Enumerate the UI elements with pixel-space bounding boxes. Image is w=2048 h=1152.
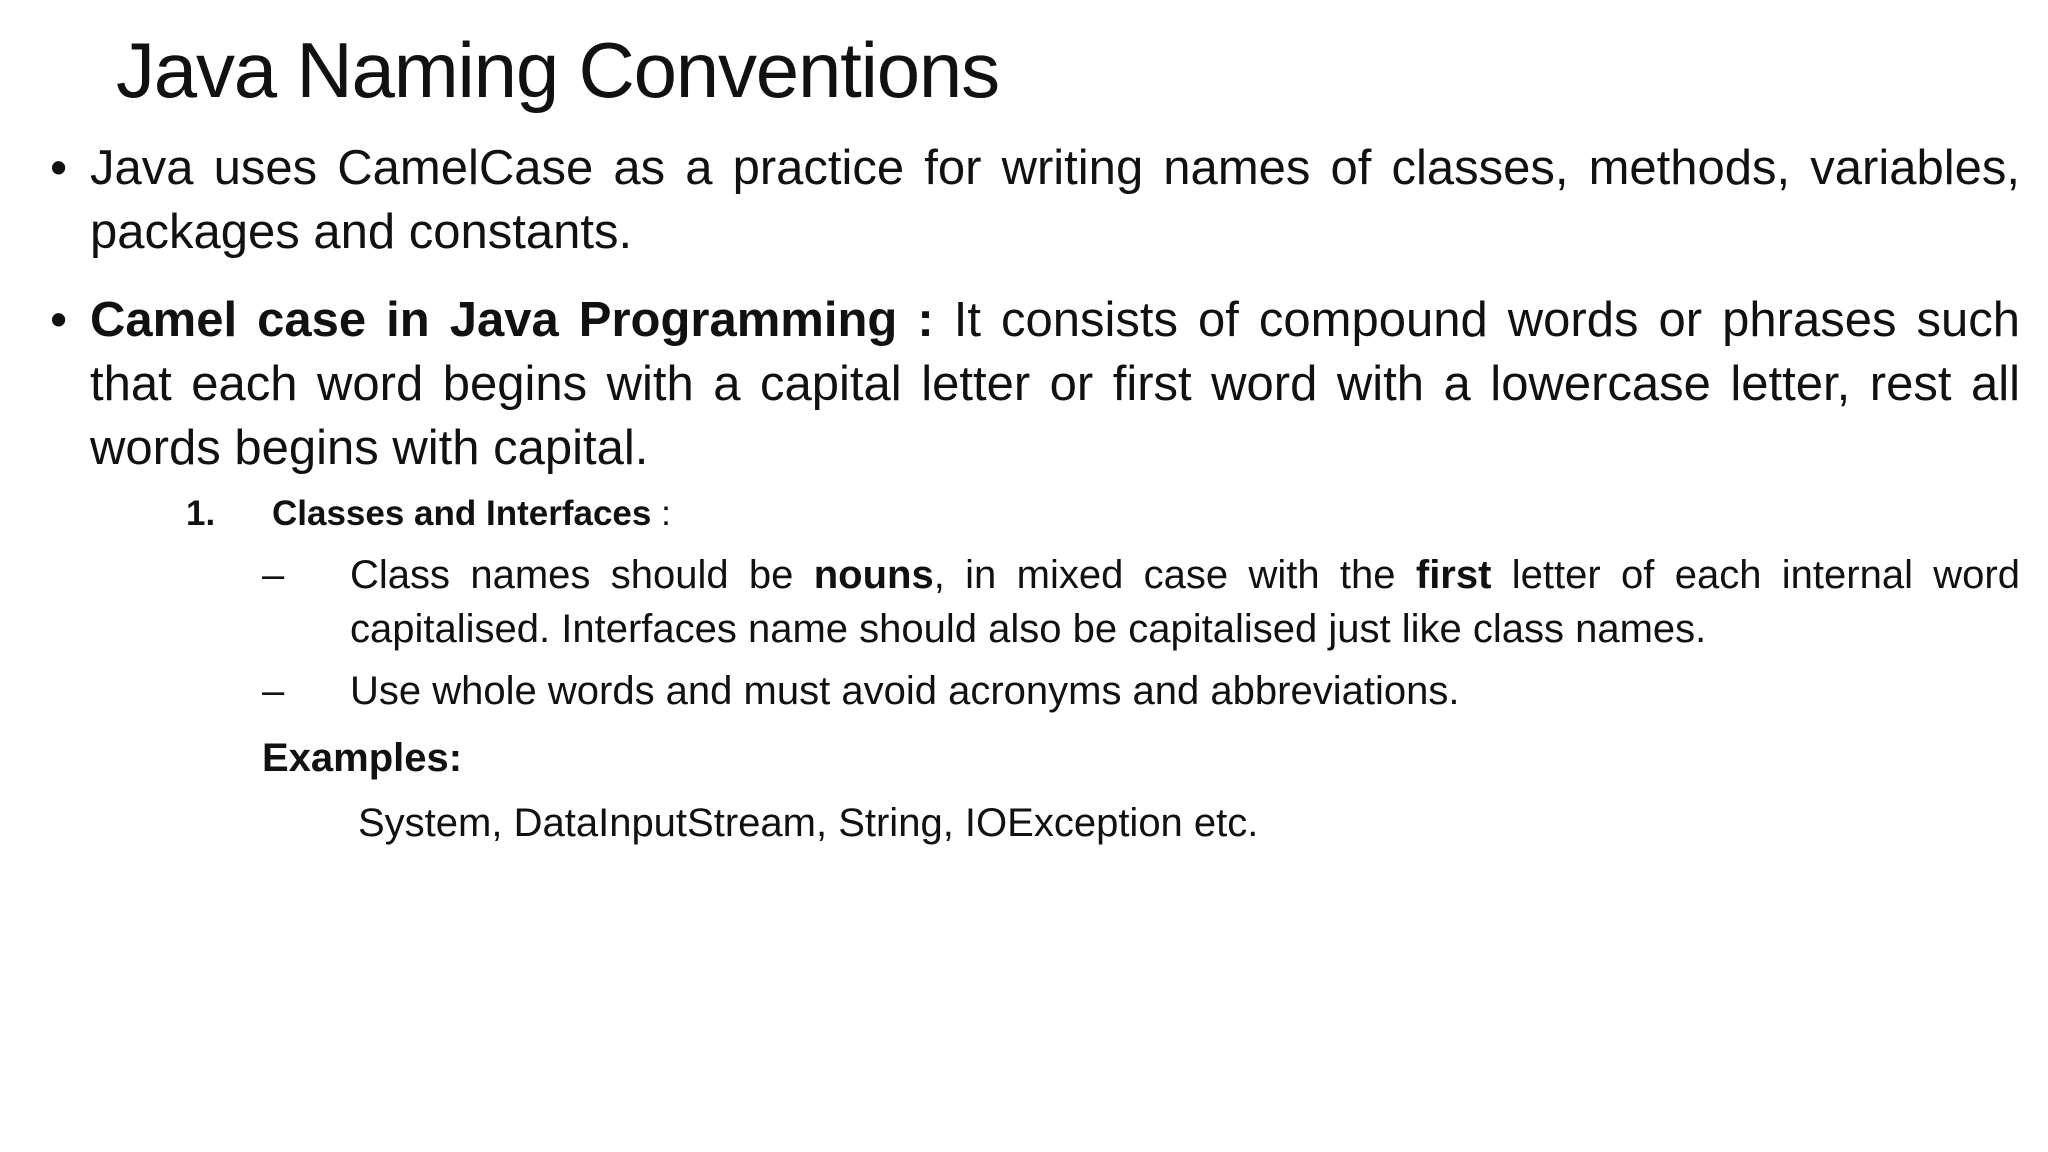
subsection-heading-label: Classes and Interfaces: [272, 494, 652, 533]
dash-text-part: letter of each internal word capitalised. Interfaces name should also be capitalised just like class names.: [350, 553, 2020, 651]
examples-text: System, DataInputStream, String, IOException etc.: [358, 801, 1259, 845]
bullet-text: [90, 288, 2020, 480]
subsection-heading-text: [272, 490, 671, 538]
dash-list-item: [262, 548, 2020, 656]
dash-marker: –: [262, 553, 285, 597]
subsection-number: 1.: [186, 494, 216, 533]
bullet-item: [50, 136, 2020, 264]
dash-text-part: , in mixed case with the: [933, 553, 1416, 597]
bullet-marker: •: [50, 293, 68, 347]
dash-bold-word: nouns: [813, 553, 934, 597]
dash-bold-word: first: [1415, 553, 1492, 597]
subsection-heading-suffix: :: [651, 494, 671, 533]
bullet-body: It consists of compound words or phrases such that each word begins with a capital letter or first word with a lowercase letter, rest all words begins with capital.: [90, 293, 2021, 475]
bullet-marker: •: [50, 141, 68, 195]
bullet-text: Java uses CamelCase as a practice for writing names of classes, methods, variables, packages and constants.: [90, 141, 2020, 259]
dash-marker: –: [262, 669, 285, 713]
examples-label: Examples:: [262, 736, 463, 780]
dash-text: [350, 548, 2020, 656]
bullet-item: [50, 288, 2020, 480]
slide-title: Java Naming Conventions: [116, 26, 999, 114]
bullet-bold-prefix: Camel case in Java Programming :: [90, 293, 934, 347]
dash-list-item: [262, 664, 2020, 718]
dash-text: Use whole words and must avoid acronyms and abbreviations.: [350, 669, 1460, 713]
dash-text-part: Class names should be: [350, 553, 814, 597]
